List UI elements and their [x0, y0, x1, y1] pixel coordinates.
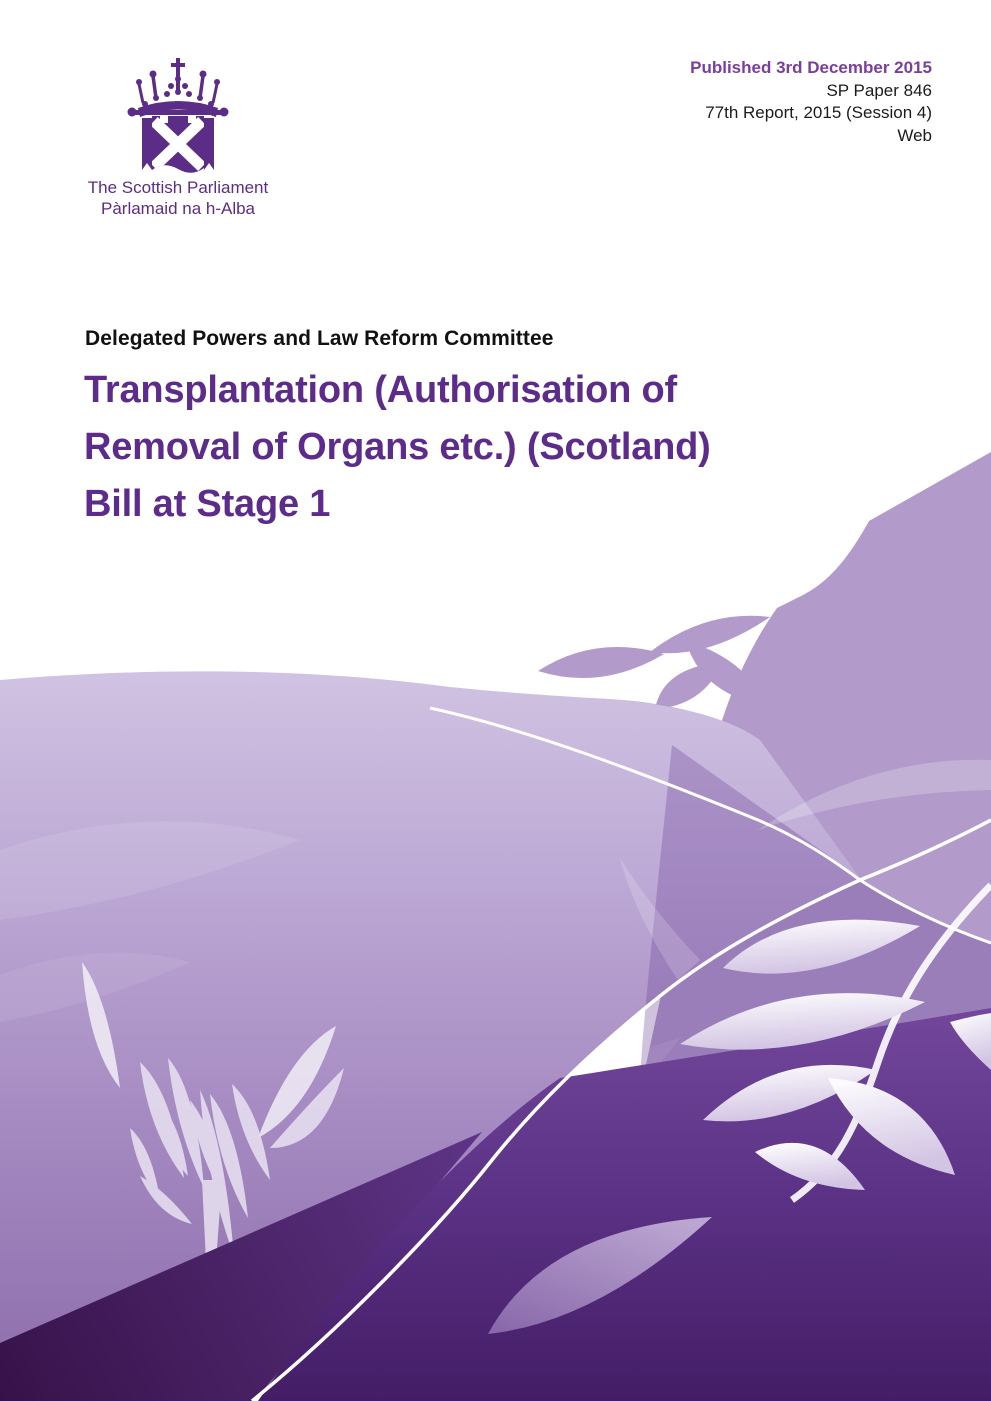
committee-name: Delegated Powers and Law Reform Committee: [85, 327, 554, 350]
publication-info: [690, 57, 932, 147]
logo-name-english: The Scottish Parliament: [87, 178, 269, 197]
report-title-line: Bill at Stage 1: [84, 483, 331, 525]
published-date: Published 3rd December 2015: [690, 58, 932, 77]
report-title-line: Transplantation (Authorisation of: [84, 369, 677, 411]
scottish-parliament-emblem-icon: [128, 58, 229, 173]
logo-name-gaelic: Pàrlamaid na h-Alba: [100, 199, 256, 218]
report-number-line: 77th Report, 2015 (Session 4): [705, 103, 932, 122]
format-label: Web: [897, 125, 932, 145]
leaf-cluster-center: [538, 616, 770, 709]
report-title: [84, 362, 884, 533]
sp-paper-number: SP Paper 846: [826, 80, 932, 100]
purple-landscape-graphic: [0, 452, 991, 1401]
scottish-parliament-logo: [58, 177, 298, 219]
report-title-line: Removal of Organs etc.) (Scotland): [84, 426, 711, 468]
